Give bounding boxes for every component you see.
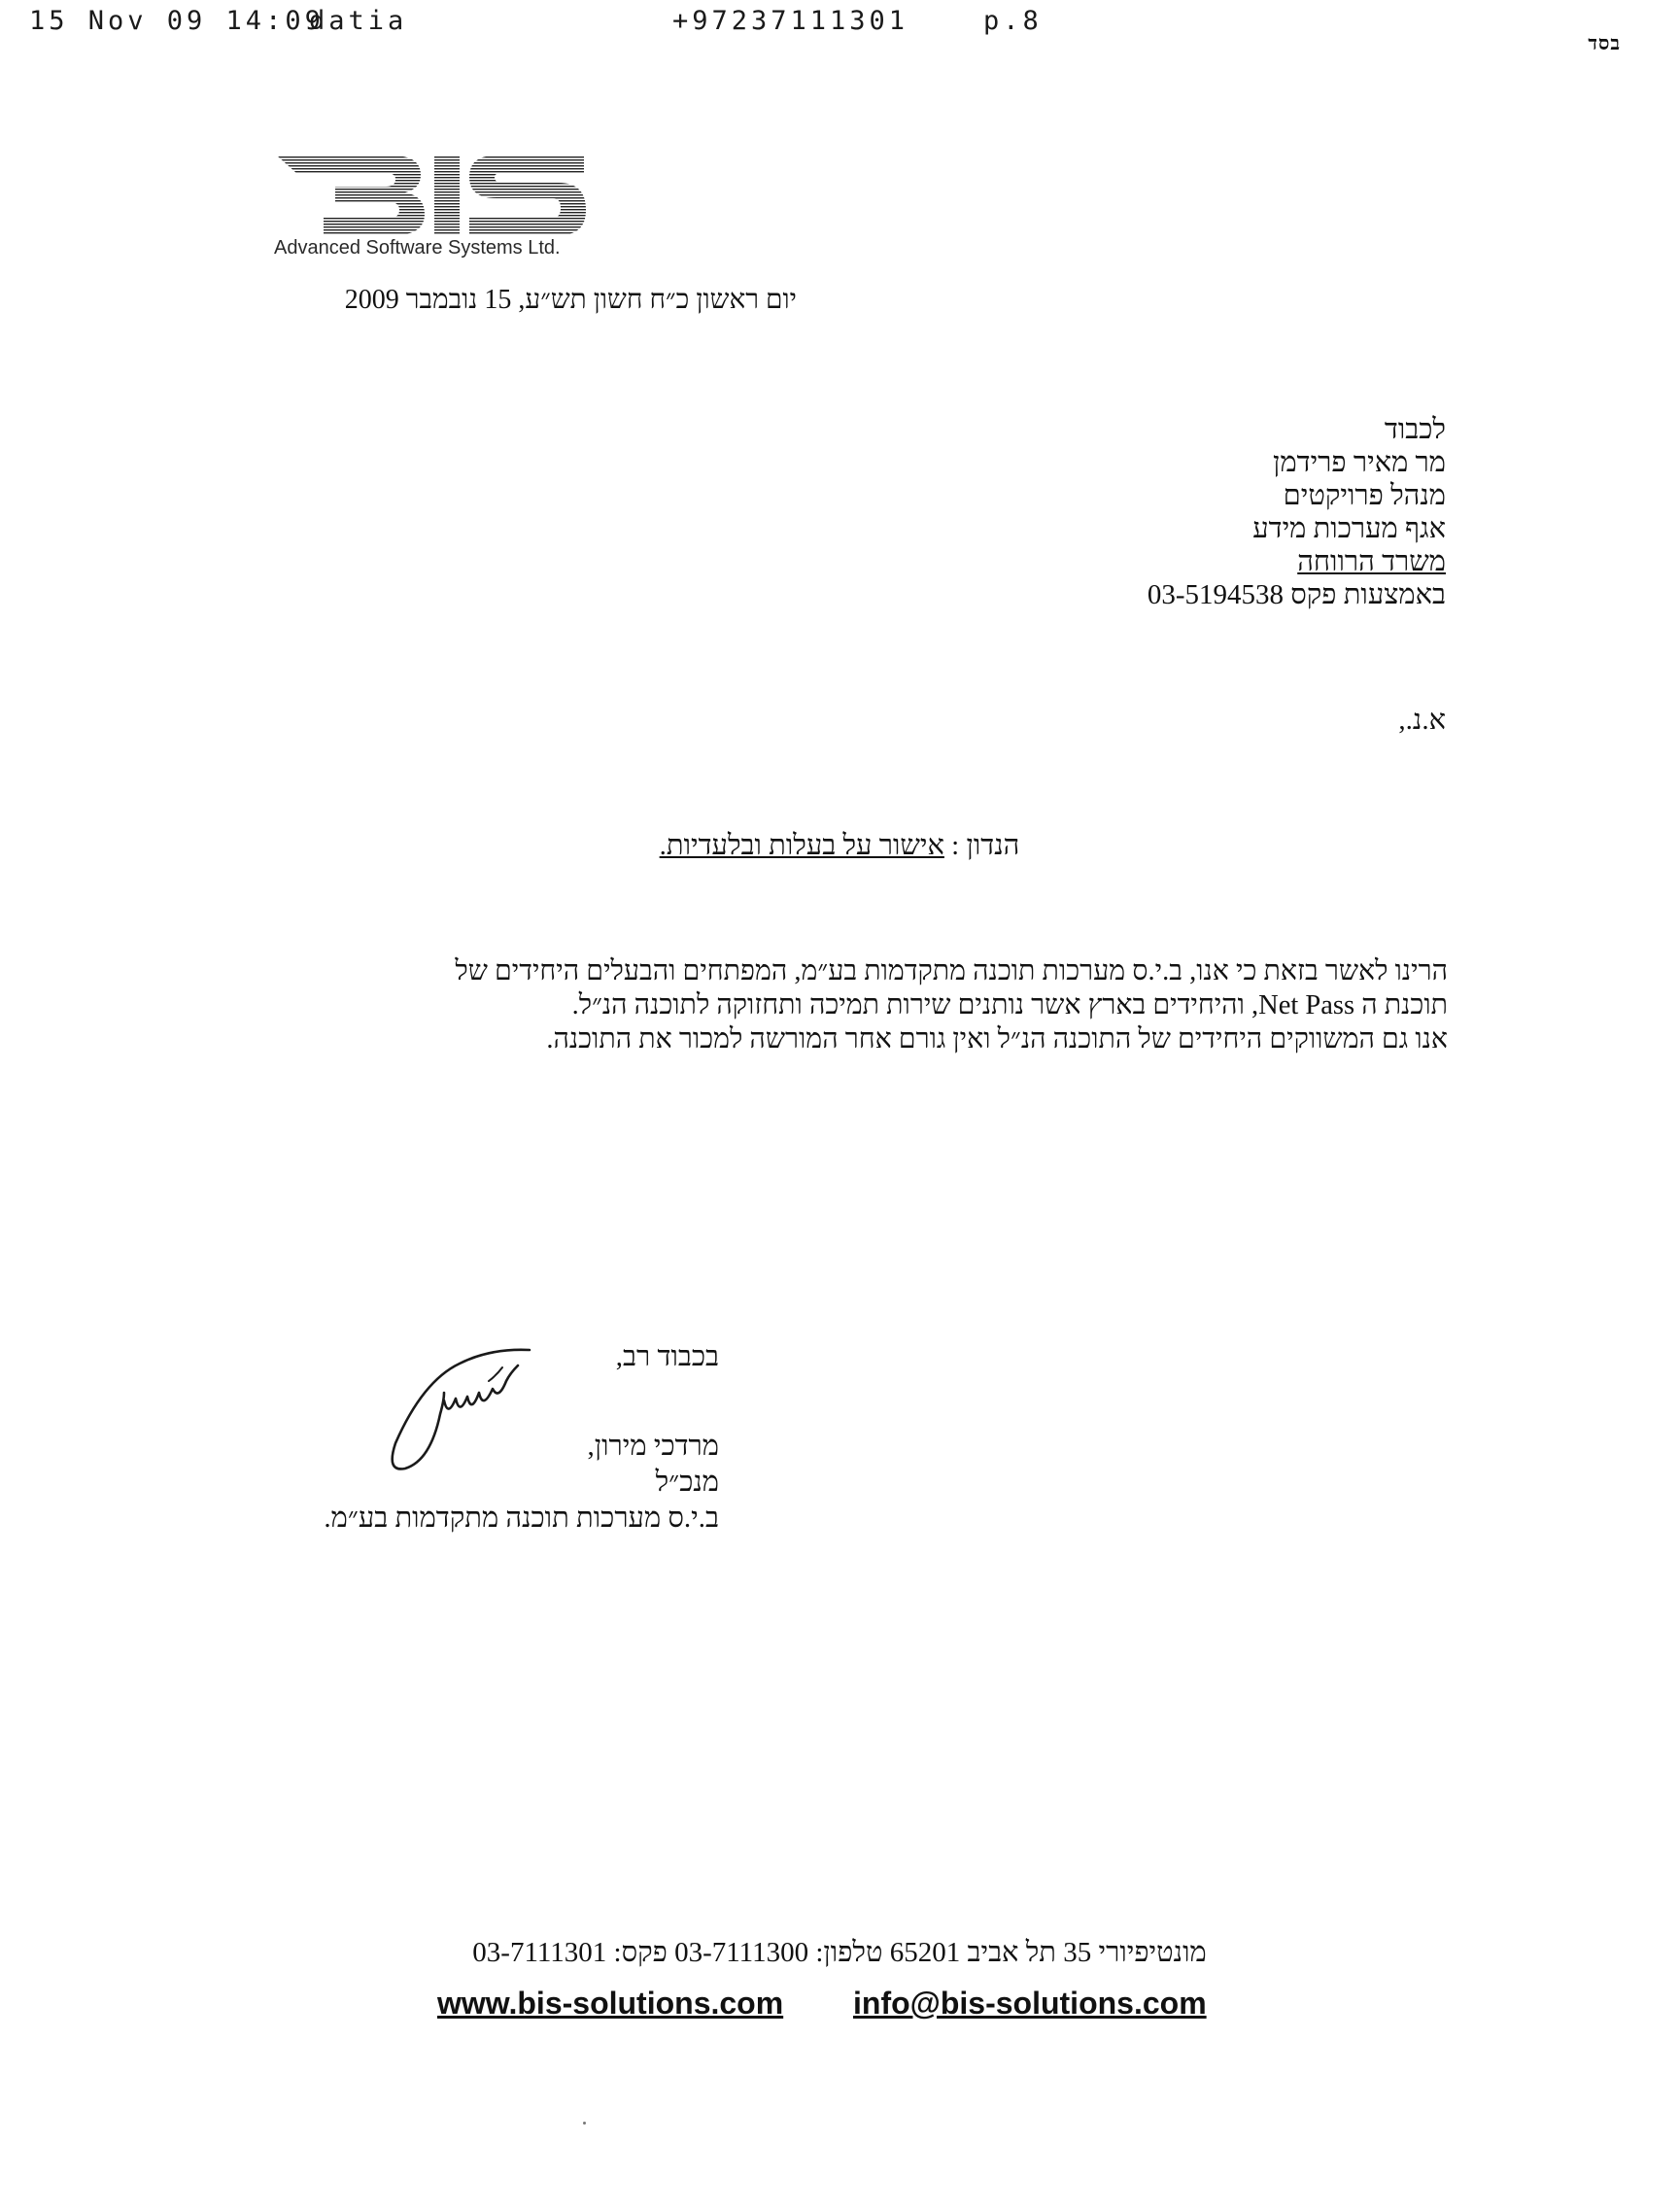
footer-address: מונטיפיורי 35 תל אביב 65201 טלפון: 03-7111300 פקס: 03-7111301: [472, 1937, 1207, 1968]
signer-title: מנכ״ל: [655, 1467, 719, 1498]
recipient-office: משרד הרווחה: [1297, 546, 1446, 577]
subject-line: [0, 830, 1679, 862]
closing: [616, 1339, 719, 1375]
logo-mark-text: BIS: [432, 165, 434, 166]
fax-datetime: 15 Nov 09 14:09: [29, 6, 325, 36]
closing-text: בכבוד רב,: [615, 1341, 719, 1372]
recipient-block: [1148, 413, 1446, 611]
scan-speck: [583, 2122, 586, 2125]
body-line: תוכנת ה Net Pass, והיחידים בארץ אשר נותנים שירות תמיכה ותחזוקה לתוכנה הנ״ל.: [571, 990, 1448, 1020]
subject-label: הנדון :: [951, 830, 1020, 861]
letter-body: [272, 954, 1448, 1056]
greeting: א.נ.,: [1398, 705, 1446, 736]
fax-sender: datia: [309, 6, 408, 36]
recipient-line: אגף מערכות מידע: [1252, 513, 1446, 544]
fax-page-number: p.8: [983, 6, 1043, 36]
recipient-line: מר מאיר פרידמן: [1273, 447, 1446, 478]
fax-phone: +97237111301: [672, 6, 909, 36]
signer-name: מרדכי מירון,: [587, 1431, 719, 1462]
subject-text: אישור על בעלות ובלעדיות.: [659, 830, 944, 861]
recipient-line: מנהל פרויקטים: [1283, 480, 1446, 511]
page-blessing-mark: בסד: [1588, 33, 1621, 54]
body-line: הרינו לאשר בזאת כי אנו, ב.י.ס מערכות תוכנה מתקדמות בע״מ, המפתחים והבעלים היחידים של: [455, 956, 1448, 986]
footer-website-link[interactable]: www.bis-solutions.com: [437, 1986, 784, 2021]
recipient-fax: באמצעות פקס 03-5194538: [1147, 579, 1446, 610]
footer-email-link[interactable]: info@bis-solutions.com: [853, 1986, 1207, 2021]
recipient-line: לכבוד: [1384, 414, 1446, 445]
body-line: אנו גם המשווקים היחידים של התוכנה הנ״ל ואין גורם אחר המורשה למכור את התוכנה.: [546, 1024, 1448, 1054]
company-logo: [277, 154, 588, 241]
logo-subtitle: Advanced Software Systems Ltd.: [274, 237, 561, 259]
letter-date: יום ראשון כ״ח חשון תש״ע, 15 נובמבר 2009: [344, 285, 797, 315]
signer-block: [324, 1429, 719, 1537]
signer-company: ב.י.ס מערכות תוכנה מתקדמות בע״מ.: [324, 1503, 719, 1534]
